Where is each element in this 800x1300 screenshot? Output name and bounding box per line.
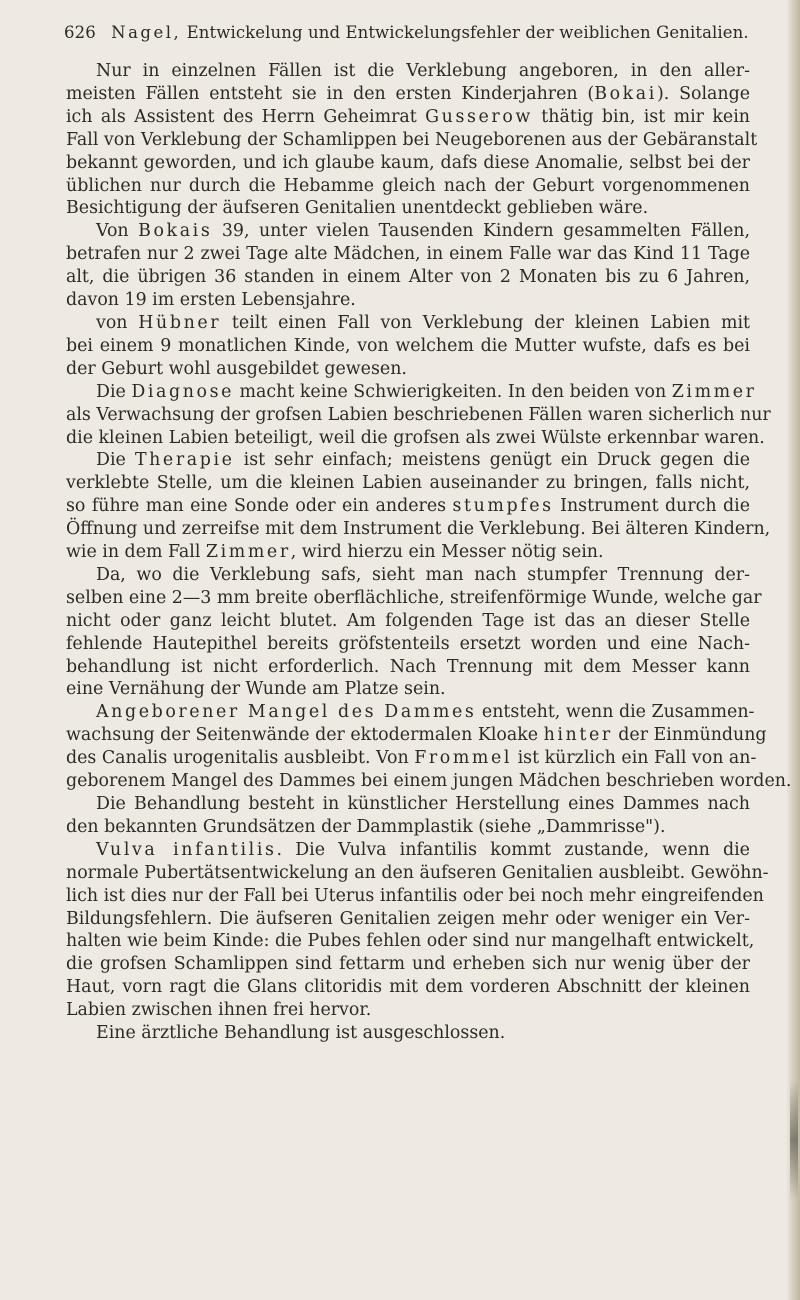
- text-run: Die Behandlung besteht in künstlicher Herstellung eines Dammes nach: [96, 794, 750, 814]
- page-number: 626: [64, 23, 96, 42]
- text-run: wie in dem Fall: [66, 542, 206, 563]
- text-line: [66, 885, 764, 908]
- text-run: selben eine 2—3 mm breite oberflächliche, streifenförmige Wunde, welche gar: [66, 587, 762, 608]
- text-run: bekannt geworden, und ich glaube kaum, dafs diese Anomalie, selbst bei der: [66, 152, 750, 173]
- text-run: als Verwachsung der grofsen Labien beschriebenen Fällen waren sicherlich nur: [66, 404, 771, 425]
- text-run: so führe man eine Sonde oder ein anderes: [66, 496, 453, 517]
- page-edge-shadow: [790, 1080, 798, 1200]
- text-run: Labien zwischen ihnen frei hervor.: [66, 1000, 372, 1021]
- spaced-emphasis: Hübner: [138, 312, 222, 333]
- text-run: der Einmündung: [612, 725, 767, 746]
- text-line: [66, 152, 750, 175]
- text-run: Da, wo die Verklebung safs, sieht man nach stumpfer Trennung der-: [96, 564, 750, 585]
- text-run: die kleinen Labien beteiligt, weil die grofsen als zwei Wülste erkennbar waren.: [66, 427, 765, 448]
- text-run: Instrument durch die: [553, 496, 750, 517]
- text-run: Öffnung und zerreifse mit dem Instrument die Verklebung. Bei älteren Kindern,: [66, 519, 771, 540]
- text-line: [66, 427, 765, 450]
- text-run: ). Solange: [656, 83, 751, 104]
- text-run: die grofsen Schamlippen sind fettarm und erheben sich nur wenig über der: [66, 954, 750, 975]
- spaced-emphasis: Angeborener Mangel des Dammes: [96, 702, 477, 723]
- spaced-emphasis: hinter: [543, 725, 613, 746]
- text-line: [66, 243, 750, 266]
- text-run: Von: [96, 221, 139, 242]
- spaced-emphasis: Bokais: [138, 221, 213, 242]
- text-run: halten wie beim Kinde: die Pubes fehlen oder sind nur mangelhaft entwickelt,: [66, 931, 755, 952]
- text-line: [66, 564, 750, 587]
- text-line: [66, 816, 750, 839]
- text-run: den bekannten Grundsätzen der Dammplastik (siehe „Dammrisse").: [66, 816, 666, 837]
- text-run: davon 19 im ersten Lebensjahre.: [66, 290, 356, 311]
- text-line: [66, 1022, 750, 1045]
- text-run: Eine ärztliche Behandlung ist ausgeschlossen.: [96, 1023, 506, 1044]
- text-run: lich ist dies nur der Fall bei Uterus infantilis oder bei noch mehr eingreifenden: [66, 885, 764, 906]
- body-text: [66, 60, 792, 1045]
- text-run: Haut, vorn ragt die Glans clitoridis mit dem vorderen Abschnitt der kleinen: [66, 977, 750, 998]
- text-run: ist kürzlich ein Fall von an-: [512, 748, 757, 769]
- text-run: meisten Fällen entsteht sie in den ersten Kinderjahren (: [66, 83, 595, 104]
- text-run: macht keine Schwierigkeiten. In den beiden von: [234, 381, 672, 402]
- text-run: fehlende Hautepithel bereits gröfstenteils ersetzt worden und eine Nach-: [66, 633, 750, 654]
- text-line: [66, 129, 758, 152]
- text-line: [66, 266, 750, 289]
- header-author: Nagel,: [111, 23, 182, 42]
- text-run: üblichen nur durch die Hebamme gleich nach der Geburt vorgenommenen: [66, 175, 750, 196]
- text-line: [66, 541, 750, 564]
- text-line: [66, 358, 750, 381]
- spaced-emphasis: stumpfes: [452, 496, 554, 517]
- text-line: [66, 197, 750, 220]
- text-line: [66, 381, 757, 404]
- text-line: [66, 335, 750, 358]
- text-line: [66, 220, 750, 243]
- text-line: [66, 106, 750, 129]
- header-title: Entwickelung und Entwickelungsfehler der weiblichen Genitalien.: [186, 23, 749, 42]
- text-run: geborenem Mangel des Dammes bei einem jungen Mädchen beschrieben worden.: [66, 771, 792, 792]
- spaced-emphasis: Therapie: [134, 450, 235, 471]
- text-line: [66, 60, 750, 83]
- text-run: teilt einen Fall von Verklebung der kleinen Labien mit: [221, 312, 750, 333]
- text-line: [66, 770, 792, 793]
- text-line: [66, 495, 750, 518]
- text-line: [66, 289, 750, 312]
- text-run: entsteht, wenn die Zusammen-: [476, 702, 755, 723]
- text-line: [66, 908, 750, 931]
- text-line: [66, 633, 750, 656]
- text-run: eine Vernähung der Wunde am Platze sein.: [66, 679, 446, 700]
- text-run: thätig bin, ist mir kein: [532, 106, 750, 127]
- text-line: [66, 724, 767, 747]
- text-line: [66, 312, 750, 335]
- running-header: [64, 22, 754, 44]
- spaced-emphasis: Bokai: [594, 83, 657, 104]
- text-run: bei einem 9 monatlichen Kinde, von welchem die Mutter wufste, dafs es bei: [66, 335, 750, 356]
- text-line: [66, 175, 750, 198]
- text-run: Die: [96, 450, 135, 471]
- text-line: [66, 930, 755, 953]
- text-line: [66, 472, 750, 495]
- text-run: ich als Assistent des Herrn Geheimrat: [66, 106, 426, 127]
- text-run: nicht oder ganz leicht blutet. Am folgenden Tage ist das an dieser Stelle: [66, 610, 750, 631]
- text-run: ist sehr einfach; meistens genügt ein Druck gegen die: [234, 450, 750, 471]
- text-run: des Canalis urogenitalis ausbleibt. Von: [66, 748, 415, 769]
- text-run: , wird hierzu ein Messer nötig sein.: [290, 542, 604, 563]
- text-line: [66, 701, 755, 724]
- text-run: 39, unter vielen Tausenden Kindern gesammelten Fällen,: [212, 221, 750, 242]
- text-line: [66, 976, 750, 999]
- text-line: [66, 839, 750, 862]
- text-line: [66, 656, 750, 679]
- text-line: [66, 518, 771, 541]
- text-run: verklebte Stelle, um die kleinen Labien auseinander zu bringen, falls nicht,: [66, 473, 750, 494]
- text-run: wachsung der Seitenwände der ektodermalen Kloake: [66, 725, 544, 746]
- text-line: [66, 999, 750, 1022]
- text-line: [66, 83, 750, 106]
- text-line: [66, 610, 750, 633]
- text-line: [66, 793, 750, 816]
- spaced-emphasis: Zimmer: [671, 381, 757, 402]
- text-line: [66, 678, 750, 701]
- text-run: Bildungsfehlern. Die äufseren Genitalien zeigen mehr oder weniger ein Ver-: [66, 908, 750, 929]
- text-line: [66, 862, 769, 885]
- spaced-emphasis: Vulva infantilis: [96, 839, 277, 860]
- text-line: [66, 953, 750, 976]
- text-line: [66, 404, 771, 427]
- spaced-emphasis: Frommel: [414, 748, 513, 769]
- text-line: [66, 747, 757, 770]
- spaced-emphasis: Diagnose: [131, 381, 235, 402]
- text-line: [66, 449, 750, 472]
- text-run: behandlung ist nicht erforderlich. Nach Trennung mit dem Messer kann: [66, 656, 750, 677]
- text-line: [66, 587, 762, 610]
- text-run: Fall von Verklebung der Schamlippen bei Neugeborenen aus der Gebäranstalt: [66, 129, 758, 150]
- text-run: . Die Vulva infantilis kommt zustande, wenn die: [276, 839, 750, 860]
- text-run: Besichtigung der äufseren Genitalien unentdeckt geblieben wäre.: [66, 198, 649, 219]
- text-run: von: [96, 312, 139, 333]
- text-run: Nur in einzelnen Fällen ist die Verklebung angeboren, in den aller-: [96, 61, 750, 81]
- spaced-emphasis: Gusserow: [425, 106, 533, 127]
- spaced-emphasis: Zimmer: [205, 542, 291, 563]
- text-run: normale Pubertätsentwickelung an den äufseren Genitalien ausbleibt. Gewöhn-: [66, 862, 769, 883]
- text-run: betrafen nur 2 zwei Tage alte Mädchen, in einem Falle war das Kind 11 Tage: [66, 244, 750, 265]
- text-run: Die: [96, 381, 132, 402]
- text-run: alt, die übrigen 36 standen in einem Alter von 2 Monaten bis zu 6 Jahren,: [66, 267, 750, 288]
- text-run: der Geburt wohl ausgebildet gewesen.: [66, 358, 407, 379]
